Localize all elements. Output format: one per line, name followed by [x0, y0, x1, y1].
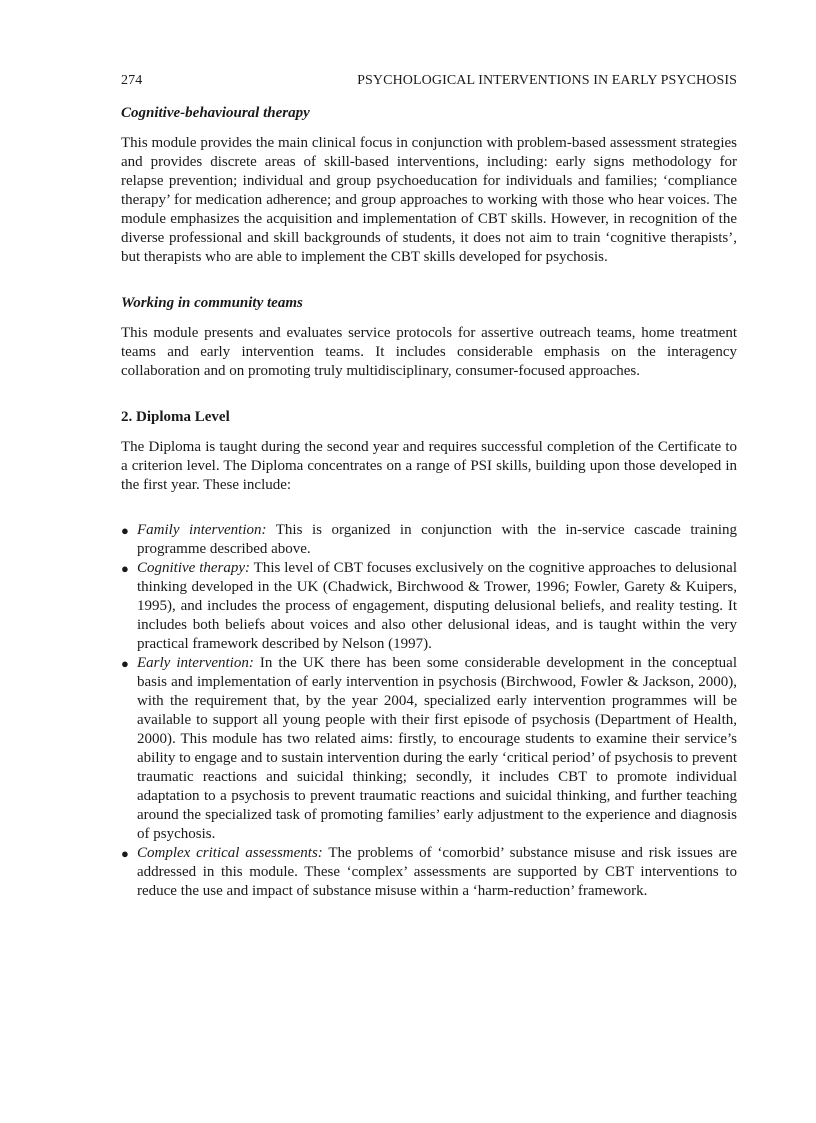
item-lead: Early intervention:	[137, 655, 254, 671]
book-page	[121, 72, 737, 901]
bullet-icon: ●	[121, 656, 129, 671]
item-lead: Family intervention:	[137, 522, 267, 538]
list-item-cognitive-therapy	[121, 559, 737, 654]
bullet-icon: ●	[121, 523, 129, 538]
item-lead: Cognitive therapy:	[137, 560, 251, 576]
diploma-intro-paragraph: The Diploma is taught during the second year and requires successful completion of the Certificate to a criterion level. The Diploma concentrates on a range of PSI skills, building upon those developed in the first year. These include:	[121, 439, 737, 493]
list-item-complex-critical-assessments	[121, 844, 737, 901]
bullet-icon: ●	[121, 561, 129, 576]
running-title: PSYCHOLOGICAL INTERVENTIONS IN EARLY PSYCHOSIS	[357, 73, 737, 88]
community-paragraph: This module presents and evaluates service protocols for assertive outreach teams, home treatment teams and early intervention teams. It includes considerable emphasis on the interagency collaboration and on promoting truly multidisciplinary, consumer-focused approaches.	[121, 325, 737, 379]
item-text: In the UK there has been some considerable development in the conceptual basis and implementation of early intervention in psychosis (Birchwood, Fowler & Jackson, 2000), with the requirement that, by the year 2004, specialized early intervention programmes will be available to support all young people with their first episode of psychosis (Department of Health, 2000). This module has two related aims: firstly, to encourage students to examine their service’s ability to engage and to sustain intervention during the early ‘critical period’ of psychosis to prevent traumatic reactions and suicidal thinking; secondly, it includes CBT to promote individual adaptation to a psychosis to prevent traumatic reactions and suicidal thinking, and further teaching around the specialized task of promoting families’ early adjustment to the experience and diagnosis of psychosis.	[137, 655, 737, 842]
item-text: This level of CBT focuses exclusively on the cognitive approaches to delusional thinking developed in the UK (Chadwick, Birchwood & Trower, 1996; Fowler, Garety & Kuipers, 1995), and includes the process of engagement, disputing delusional beliefs, and reality testing. It includes both beliefs about voices and also other delusional ideas, and is taught within the very practical framework described by Nelson (1997).	[137, 560, 738, 652]
community-heading: Working in community teams	[121, 295, 303, 311]
item-text: This is organized in conjunction with the in-service cascade training programme described above.	[137, 522, 737, 557]
running-header	[121, 72, 737, 90]
diploma-heading: 2. Diploma Level	[121, 409, 230, 425]
cbt-heading: Cognitive-behavioural therapy	[121, 105, 310, 121]
list-item-early-intervention	[121, 654, 737, 844]
diploma-module-list	[121, 521, 737, 901]
item-lead: Complex critical assessments:	[137, 845, 323, 861]
item-text: The problems of ‘comorbid’ substance misuse and risk issues are addressed in this module. These ‘complex’ assessments are supported by CBT interventions to reduce the use and impact of substance misuse within a ‘harm-reduction’ framework.	[137, 845, 737, 899]
bullet-icon: ●	[121, 846, 129, 861]
page-number: 274	[121, 73, 143, 88]
list-item-family-intervention	[121, 521, 737, 559]
cbt-paragraph: This module provides the main clinical focus in conjunction with problem-based assessment strategies and provides discrete areas of skill-based interventions, including: early signs methodology for relapse prevention; individual and group psychoeducation for individuals and families; ‘compliance therapy’ for medication adherence; and group approaches to working with those who hear voices. The module emphasizes the acquisition and implementation of CBT skills. However, in recognition of the diverse professional and skill backgrounds of students, it does not aim to train ‘cognitive therapists’, but therapists who are able to implement the CBT skills developed for psychosis.	[121, 135, 737, 265]
